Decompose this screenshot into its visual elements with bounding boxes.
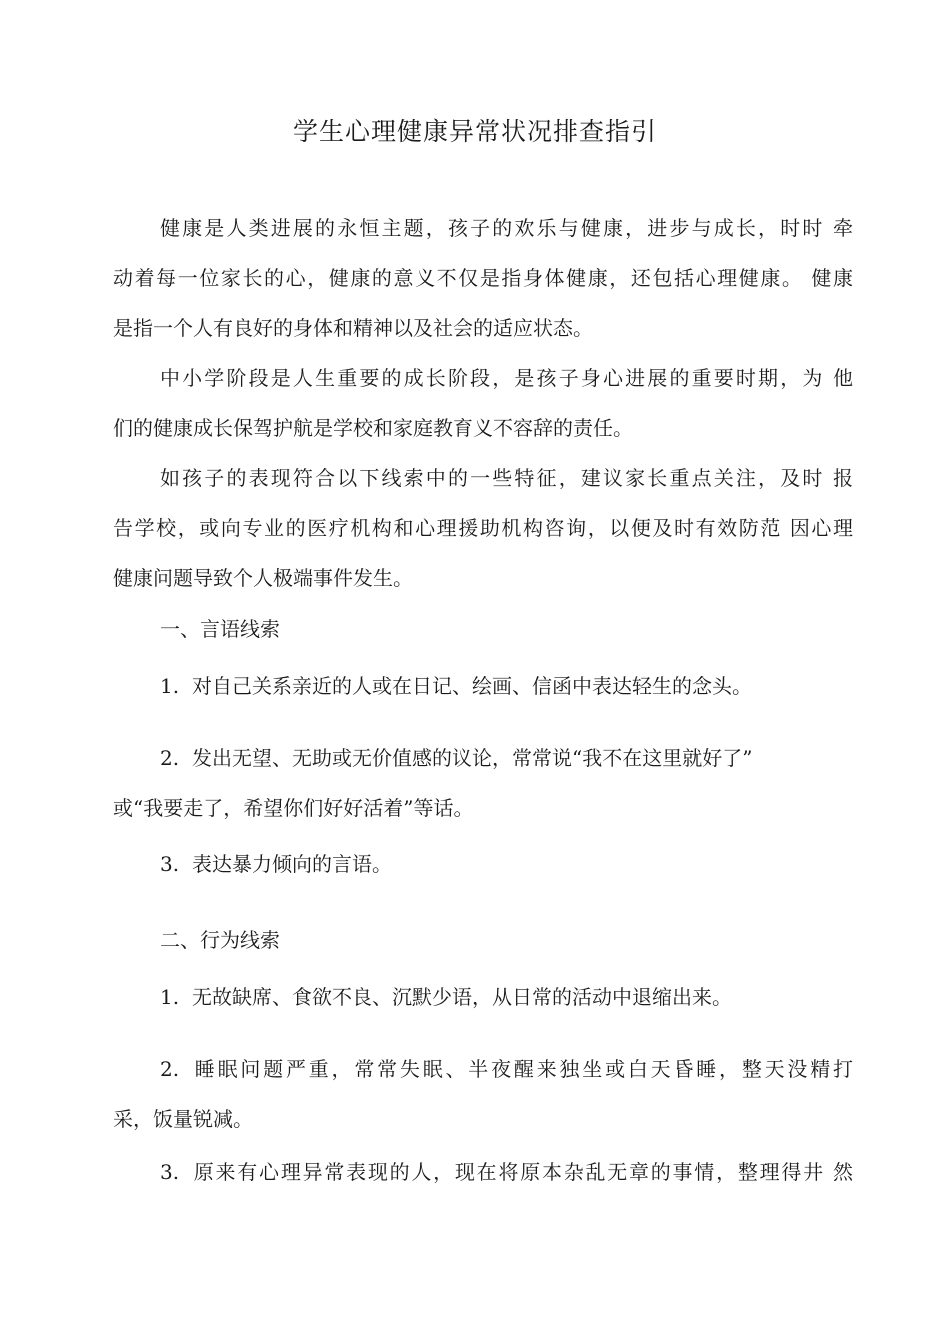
list-number: 3. xyxy=(160,852,180,876)
section-2-item-2-line-2: 采，饭量锐减。 xyxy=(113,1107,253,1131)
section-2-item-1 xyxy=(160,983,853,1011)
paragraph-1-line-2: 动着每一位家长的心，健康的意义不仅是指身体健康，还包括心理健康。 健康 xyxy=(113,266,853,290)
section-1-item-2-line-2: 或“我要走了，希望你们好好活着”等话。 xyxy=(113,796,474,820)
list-number: 1. xyxy=(160,985,180,1009)
paragraph-2-line-1: 中小学阶段是人生重要的成长阶段，是孩子身心进展的重要时期，为 他 xyxy=(160,366,853,390)
paragraph-1-line-1: 健康是人类进展的永恒主题，孩子的欢乐与健康，进步与成长，时时 牵 xyxy=(160,216,853,240)
list-number: 2. xyxy=(160,1057,180,1081)
paragraph-3-line-1: 如孩子的表现符合以下线索中的一些特征，建议家长重点关注，及时 报 xyxy=(160,466,853,490)
list-number: 1. xyxy=(160,674,180,698)
list-item-text: 对自己关系亲近的人或在日记、绘画、信函中表达轻生的念头。 xyxy=(192,674,752,698)
list-number: 2. xyxy=(160,746,180,770)
document-title: 学生心理健康异常状况排查指引 xyxy=(292,117,657,146)
section-2-heading: 二、行为线索 xyxy=(160,928,280,952)
section-1-heading: 一、言语线索 xyxy=(160,617,280,641)
paragraph-3-line-3: 健康问题导致个人极端事件发生。 xyxy=(113,566,413,590)
list-item-text: 睡眠问题严重，常常失眠、半夜醒来独坐或白天昏睡，整天没精打 xyxy=(192,1057,853,1081)
section-1-item-2 xyxy=(160,744,853,772)
list-item-text: 无故缺席、食欲不良、沉默少语，从日常的活动中退缩出来。 xyxy=(192,985,732,1009)
paragraph-1-line-3: 是指一个人有良好的身体和精神以及社会的适应状态。 xyxy=(113,316,593,340)
list-number: 3. xyxy=(160,1160,180,1184)
section-2-item-2 xyxy=(160,1055,853,1083)
section-2-item-3 xyxy=(160,1158,853,1186)
list-item-text: 原来有心理异常表现的人，现在将原本杂乱无章的事情，整理得井 然 xyxy=(192,1160,853,1184)
section-1-item-3 xyxy=(160,850,853,878)
paragraph-2-line-2: 们的健康成长保驾护航是学校和家庭教育义不容辞的责任。 xyxy=(113,416,633,440)
list-item-text: 发出无望、无助或无价值感的议论，常常说“我不在这里就好了” xyxy=(192,746,753,770)
section-1-item-1 xyxy=(160,672,853,700)
list-item-text: 表达暴力倾向的言语。 xyxy=(192,852,392,876)
paragraph-3-line-2: 告学校，或向专业的医疗机构和心理援助机构咨询，以便及时有效防范 因心理 xyxy=(113,516,853,540)
